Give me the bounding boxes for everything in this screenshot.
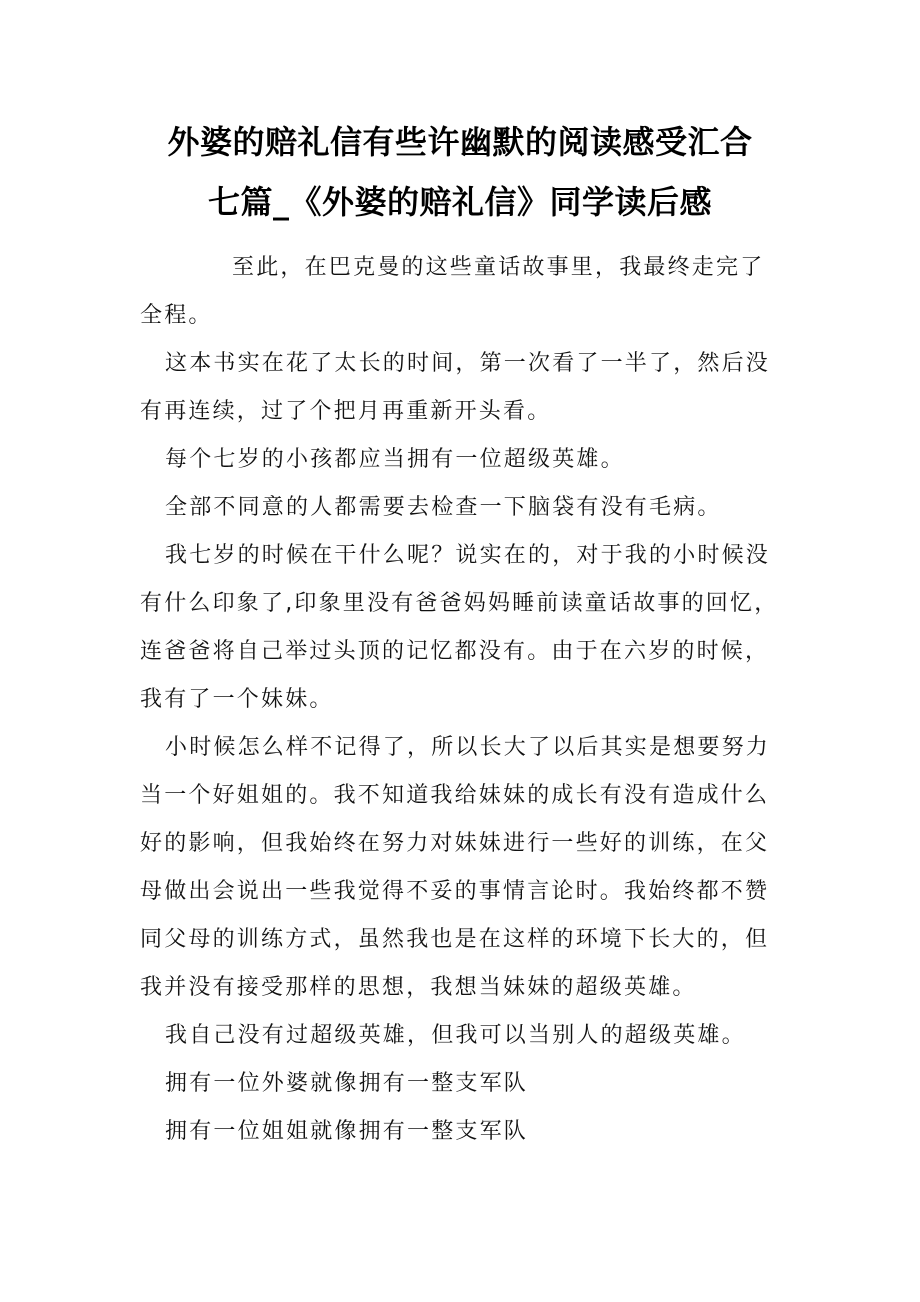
paragraph-line: 每个七岁的小孩都应当拥有一位超级英雄。 [165,447,625,472]
paragraph-line: 拥有一位外婆就像拥有一整支军队 [165,1071,529,1096]
paragraph-line: 小时候怎么样不记得了，所以长大了以后其实是想要努力 [165,735,771,760]
document-body [140,244,790,1156]
paragraph-line: 连爸爸将自己举过头顶的记忆都没有。由于在六岁的时候， [140,639,770,664]
paragraph-line: 当一个好姐姐的。我不知道我给妹妹的成长有没有造成什么 [140,783,770,808]
paragraph-line: 这本书实在花了太长的时间，第一次看了一半了，然后没 [165,351,771,376]
paragraph-line: 我并没有接受那样的思想，我想当妹妹的超级英雄。 [140,975,697,1000]
paragraph-line: 全程。 [140,303,213,328]
paragraph-line: 母做出会说出一些我觉得不妥的事情言论时。我始终都不赞 [140,879,770,904]
paragraph-line: 我有了一个妹妹。 [140,687,334,712]
paragraph-line: 全部不同意的人都需要去检查一下脑袋有没有毛病。 [165,495,722,520]
paragraph-line: 至此，在巴克曼的这些童话故事里，我最终走完了 [232,255,765,280]
paragraph-line: 有什么印象了,印象里没有爸爸妈妈睡前读童话故事的回忆， [140,591,779,616]
paragraph-line: 同父母的训练方式，虽然我也是在这样的环境下长大的，但 [140,927,770,952]
paragraph-line: 有再连续，过了个把月再重新开头看。 [140,399,552,424]
paragraph-line: 我七岁的时候在干什么呢？说实在的，对于我的小时候没 [165,543,771,568]
paragraph-line: 好的影响，但我始终在努力对妹妹进行一些好的训练，在父 [140,831,770,856]
paragraph-line: 拥有一位姐姐就像拥有一整支军队 [165,1119,529,1144]
document-title-line-2: 七篇_《外婆的赔礼信》同学读后感 [207,183,712,221]
paragraph-line: 我自己没有过超级英雄，但我可以当别人的超级英雄。 [165,1023,746,1048]
document-title-line-1: 外婆的赔礼信有些许幽默的阅读感受汇合 [167,123,753,161]
